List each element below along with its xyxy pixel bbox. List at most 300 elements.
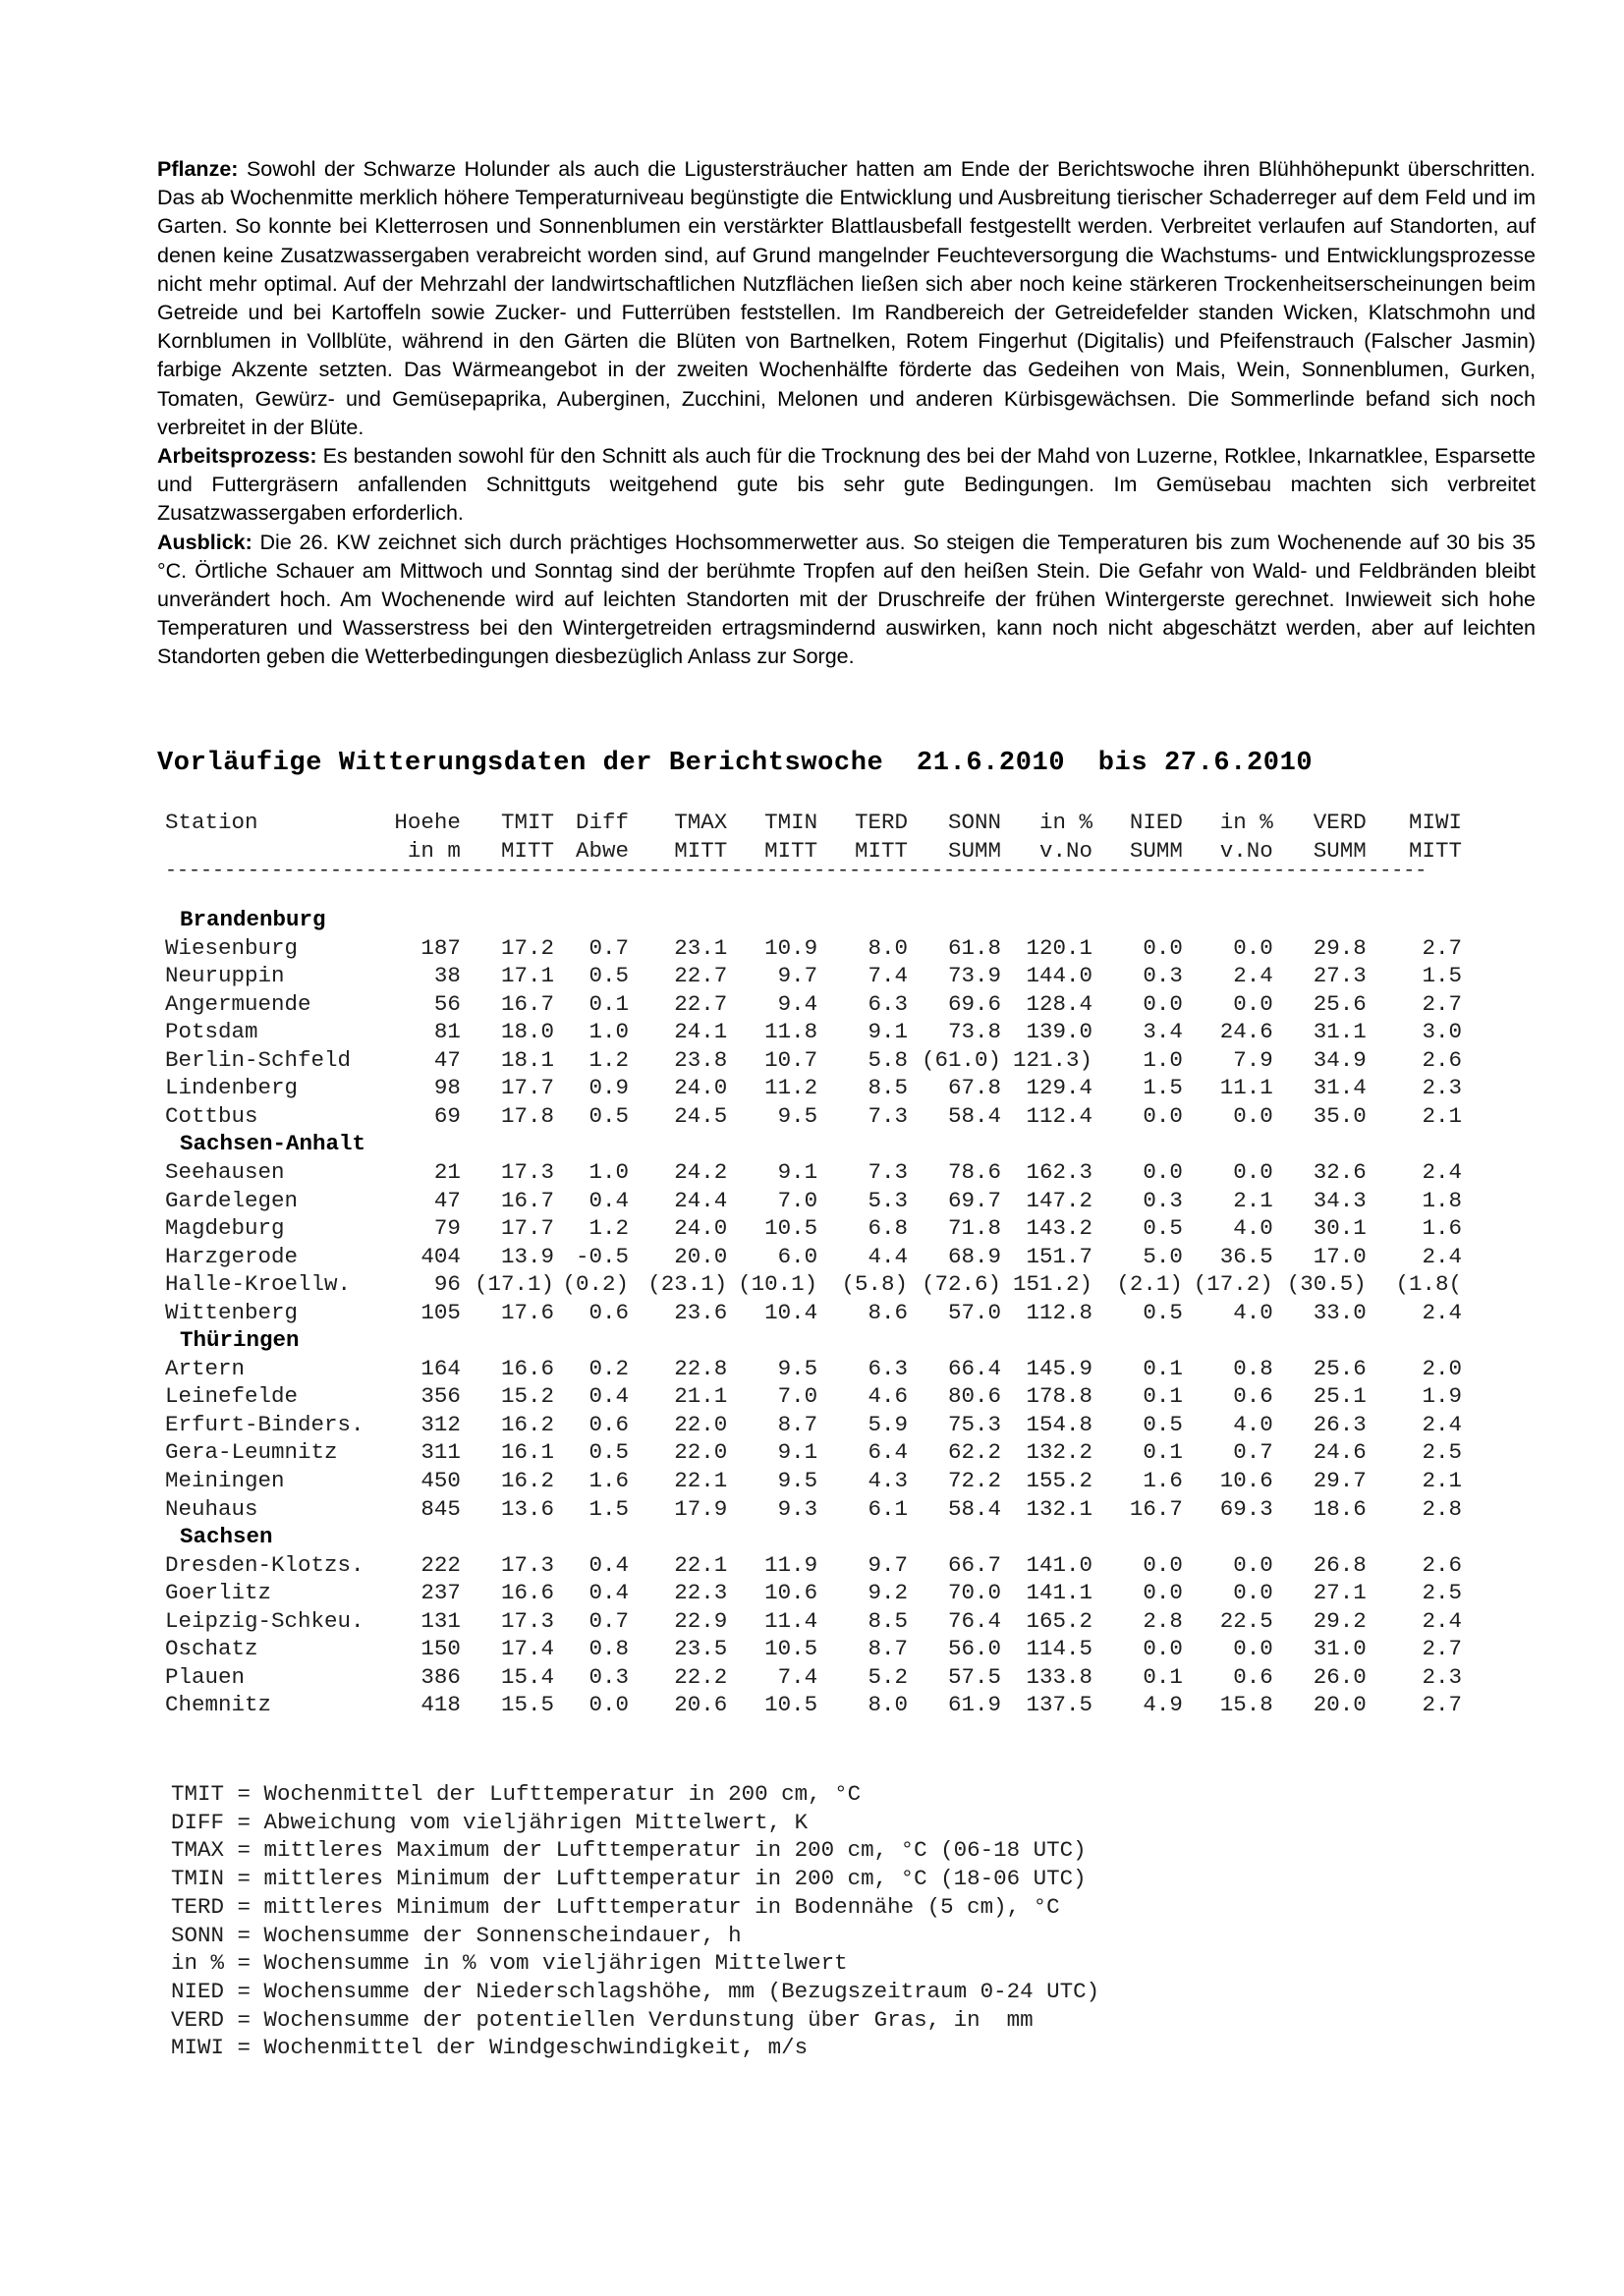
table-cell: 17.3 [500,1607,554,1634]
table-cell: 0.7 [588,1607,629,1634]
table-cell: 22.3 [674,1580,728,1606]
table-cell: 1.6 [1422,1215,1462,1242]
station-row [165,1102,1462,1131]
dash-separator: ----------------------------------------------------------------------------------------------------------- [165,865,1428,883]
column-header: v.No [1219,837,1273,864]
report-text [157,155,1536,672]
table-cell: 0.0 [1233,990,1273,1017]
table-cell: 4.0 [1233,1299,1273,1325]
table-cell: 0.4 [588,1580,629,1606]
station-name: Dresden-Klotzs. [165,1551,364,1578]
table-cell: 1.2 [588,1215,629,1242]
legend-line: TMAX = mittleres Maximum der Lufttemperatur in 200 cm, °C (06-18 UTC) [171,1837,1087,1864]
region-name: Thüringen [180,1327,300,1354]
station-row [165,1382,1462,1411]
table-cell: 2.7 [1422,1636,1462,1662]
table-cell: 0.5 [588,1439,629,1466]
table-cell: 17.1 [500,963,554,989]
table-cell: 17.6 [500,1299,554,1325]
table-cell: 386 [420,1663,461,1690]
station-name: Oschatz [165,1636,258,1662]
weather-table-title: Vorläufige Witterungsdaten der Berichtswoche 21.6.2010 bis 27.6.2010 [157,749,1314,778]
table-cell: 22.7 [674,990,728,1017]
table-cell: 16.7 [500,1187,554,1213]
column-header: Hoehe [394,810,461,835]
table-cell: 96 [433,1271,461,1298]
table-cell: 0.4 [588,1187,629,1213]
table-cell: (10.1) [738,1271,818,1298]
table-cell: 16.6 [500,1580,554,1606]
station-row [165,1579,1462,1607]
table-cell: 3.0 [1422,1019,1462,1045]
legend-line: SONN = Wochensumme der Sonnenscheindauer, h [171,1922,742,1948]
table-cell: 2.5 [1422,1580,1462,1606]
table-cell: 0.0 [1233,934,1273,961]
table-cell: 164 [420,1355,461,1381]
legend-line: MIWI = Wochenmittel der Windgeschwindigkeit, m/s [171,2035,809,2061]
column-header: Diff [575,810,629,835]
table-cell: 0.8 [588,1636,629,1662]
table-cell: 7.0 [777,1383,818,1410]
table-cell: 1.9 [1422,1383,1462,1410]
table-cell: 9.1 [777,1159,818,1186]
table-cell: 26.3 [1313,1411,1367,1437]
table-cell: 20.0 [674,1243,728,1269]
table-cell: 16.7 [1129,1495,1183,1522]
table-cell: 137.5 [1026,1692,1092,1718]
table-cell: 23.5 [674,1636,728,1662]
column-header: MITT [855,837,909,864]
table-cell: 0.0 [1143,1102,1183,1129]
region-row [165,1326,1462,1355]
table-cell: 2.1 [1422,1102,1462,1129]
table-cell: 36.5 [1219,1243,1273,1269]
table-cell: 222 [420,1551,461,1578]
station-row [165,1187,1462,1215]
table-cell: 61.8 [948,934,1002,961]
table-cell: 24.4 [674,1187,728,1213]
table-cell: 147.2 [1026,1187,1092,1213]
table-cell: 0.5 [1143,1215,1183,1242]
table-cell: 7.3 [868,1102,909,1129]
table-cell: (30.5) [1286,1271,1367,1298]
table-cell: 0.5 [1143,1299,1183,1325]
table-cell: 69.7 [948,1187,1002,1213]
station-name: Artern [165,1355,246,1381]
table-cell: 0.0 [1143,934,1183,961]
table-cell: 2.7 [1422,1692,1462,1718]
table-cell: 10.6 [1219,1468,1273,1494]
table-cell: 7.4 [777,1663,818,1690]
table-cell: 0.0 [1143,1159,1183,1186]
column-header: TMIN [764,810,818,835]
table-cell: (23.1) [647,1271,728,1298]
legend-line: TMIT = Wochenmittel der Lufttemperatur in 200 cm, °C [171,1781,862,1807]
table-cell: (0.2) [562,1271,629,1298]
table-cell: 25.6 [1313,990,1367,1017]
table-cell: 67.8 [948,1075,1002,1101]
station-row [165,1158,1462,1187]
legend-line: DIFF = Abweichung vom vieljährigen Mittelwert, K [171,1809,809,1835]
column-header: TERD [855,810,909,835]
table-cell: 69.6 [948,990,1002,1017]
station-name: Meiningen [165,1468,285,1494]
table-cell: 61.9 [948,1692,1002,1718]
station-row [165,1663,1462,1692]
table-cell: 2.6 [1422,1046,1462,1073]
table-cell: 4.3 [868,1468,909,1494]
table-cell: 16.7 [500,990,554,1017]
table-cell: 0.2 [588,1355,629,1381]
station-name: Neuhaus [165,1495,258,1522]
table-cell: 0.0 [1233,1580,1273,1606]
table-cell: 24.2 [674,1159,728,1186]
spacer-row [165,882,1462,906]
table-cell: 34.9 [1313,1046,1367,1073]
table-cell: 0.6 [1233,1383,1273,1410]
table-cell: 20.6 [674,1692,728,1718]
table-cell: 450 [420,1468,461,1494]
station-row [165,1635,1462,1663]
table-cell: 6.4 [868,1439,909,1466]
table-cell: 2.8 [1422,1495,1462,1522]
column-header: SUMM [1313,837,1367,864]
station-name: Erfurt-Binders. [165,1411,364,1437]
station-name: Neuruppin [165,963,285,989]
table-cell: 0.1 [1143,1663,1183,1690]
table-cell: 71.8 [948,1215,1002,1242]
table-cell: 133.8 [1026,1663,1092,1690]
table-cell: 18.0 [500,1019,554,1045]
table-cell: 10.5 [764,1215,818,1242]
table-cell: 356 [420,1383,461,1410]
table-cell: 22.9 [674,1607,728,1634]
abbreviation-legend [171,1780,1099,2062]
table-cell: 120.1 [1026,934,1092,961]
table-cell: 0.5 [588,1102,629,1129]
station-row [165,1299,1462,1327]
table-cell: 1.0 [588,1159,629,1186]
table-cell: 72.2 [948,1468,1002,1494]
table-cell: 11.1 [1219,1075,1273,1101]
table-cell: 10.5 [764,1692,818,1718]
table-cell: 76.4 [948,1607,1002,1634]
table-cell: 7.0 [777,1187,818,1213]
table-cell: 2.0 [1422,1355,1462,1381]
table-cell: 17.7 [500,1215,554,1242]
column-header [165,837,383,866]
table-cell: 69 [433,1102,461,1129]
dash-separator-row [165,865,1462,882]
table-cell: 15.5 [500,1692,554,1718]
table-cell: 155.2 [1026,1468,1092,1494]
table-cell: 10.7 [764,1046,818,1073]
table-cell: 0.5 [588,963,629,989]
table-cell: 6.8 [868,1215,909,1242]
table-cell: 16.2 [500,1468,554,1494]
table-cell: 0.6 [588,1299,629,1325]
station-name: Potsdam [165,1019,258,1045]
table-cell: 30.1 [1313,1215,1367,1242]
table-cell: 22.2 [674,1663,728,1690]
column-header: MITT [764,837,818,864]
table-cell: 23.6 [674,1299,728,1325]
table-cell: 10.4 [764,1299,818,1325]
table-cell: 29.2 [1313,1607,1367,1634]
station-row [165,962,1462,990]
table-cell: 128.4 [1026,990,1092,1017]
station-row [165,1074,1462,1102]
table-cell: 112.8 [1026,1299,1092,1325]
table-cell: 141.0 [1026,1551,1092,1578]
table-cell: 6.3 [868,1355,909,1381]
table-cell: 105 [420,1299,461,1325]
table-cell: 81 [433,1019,461,1045]
table-cell: 56.0 [948,1636,1002,1662]
column-header: Abwe [575,837,629,864]
table-cell: 17.9 [674,1495,728,1522]
table-cell: 114.5 [1026,1636,1092,1662]
legend-line: in % = Wochensumme in % vom vieljährigen Mittelwert [171,1950,848,1977]
table-cell: 22.1 [674,1468,728,1494]
table-cell: 17.8 [500,1102,554,1129]
table-cell: 2.4 [1233,963,1273,989]
table-cell: 2.4 [1422,1607,1462,1634]
table-cell: 2.3 [1422,1663,1462,1690]
table-cell: 0.9 [588,1075,629,1101]
table-cell: 98 [433,1075,461,1101]
column-header: v.No [1038,837,1092,864]
table-cell: 17.3 [500,1551,554,1578]
table-cell: 79 [433,1215,461,1242]
table-cell: 16.1 [500,1439,554,1466]
station-name: Gera-Leumnitz [165,1439,338,1466]
table-cell: 144.0 [1026,963,1092,989]
station-row [165,934,1462,963]
table-cell: 75.3 [948,1411,1002,1437]
region-row [165,1523,1462,1551]
table-cell: -0.5 [575,1243,629,1269]
table-cell: 1.6 [588,1468,629,1494]
table-cell: 150 [420,1636,461,1662]
column-header: in m [407,837,461,864]
station-row [165,990,1462,1019]
station-name: Cottbus [165,1102,258,1129]
table-cell: 131 [420,1607,461,1634]
table-cell: 8.7 [868,1636,909,1662]
table-cell: 31.0 [1313,1636,1367,1662]
table-cell: 0.0 [588,1692,629,1718]
spacer [165,882,1462,906]
station-row [165,1411,1462,1439]
column-header: SUMM [948,837,1002,864]
table-cell: 8.5 [868,1607,909,1634]
table-cell: 23.8 [674,1046,728,1073]
region-name: Brandenburg [180,907,326,933]
table-cell: 1.5 [1143,1075,1183,1101]
table-cell: 165.2 [1026,1607,1092,1634]
table-cell: 9.7 [777,963,818,989]
table-cell: 0.5 [1143,1411,1183,1437]
table-cell: 23.1 [674,934,728,961]
table-cell: 418 [420,1692,461,1718]
table-cell: 4.0 [1233,1215,1273,1242]
table-cell: 16.6 [500,1355,554,1381]
station-name: Wittenberg [165,1299,299,1325]
region-row [165,1130,1462,1158]
table-cell: 0.0 [1143,1580,1183,1606]
table-cell: 2.4 [1422,1159,1462,1186]
table-cell: 34.3 [1313,1187,1367,1213]
table-cell: 11.4 [764,1607,818,1634]
station-row [165,1214,1462,1243]
table-cell: 1.0 [588,1019,629,1045]
station-row [165,1438,1462,1467]
table-cell: 0.0 [1143,990,1183,1017]
table-cell: 0.1 [1143,1355,1183,1381]
table-cell: 78.6 [948,1159,1002,1186]
table-cell: 17.7 [500,1075,554,1101]
column-header: VERD [1313,810,1367,835]
station-name: Berlin-Schfeld [165,1046,352,1073]
table-cell: 1.2 [588,1046,629,1073]
table-cell: 9.5 [777,1102,818,1129]
table-cell: 26.8 [1313,1551,1367,1578]
table-cell: 9.1 [868,1019,909,1045]
table-cell: 32.6 [1313,1159,1367,1186]
table-cell: 2.8 [1143,1607,1183,1634]
table-cell: 24.5 [674,1102,728,1129]
table-cell: (17.1) [474,1271,554,1298]
table-cell: 121.3) [1012,1046,1092,1073]
station-row [165,1018,1462,1046]
table-cell: 8.5 [868,1075,909,1101]
table-cell: 7.9 [1233,1046,1273,1073]
table-cell: 0.0 [1233,1551,1273,1578]
table-cell: 5.3 [868,1187,909,1213]
table-cell: 17.0 [1313,1243,1367,1269]
station-name: Harzgerode [165,1243,299,1269]
station-row [165,1691,1462,1719]
pflanze-body: Sowohl der Schwarze Holunder als auch die Ligustersträucher hatten am Ende der Berichtswoche ihren Blühhöhepunkt überschritten. Das ab Wochenmitte merklich höhere Temperaturniveau begünstigte die Entwicklung und Ausbreitung tierischer Schaderreger auf dem Feld und im Garten. So konnte bei Kletterrosen und Sonnenblumen ein verstärkter Blattlausbefall festgestellt werden. Verbreitet verlaufen auf Standorten, auf denen keine Zusatzwassergaben verabreicht worden sind, auf Grund mangelnder Feuchteversorgung die Wachstums- und Entwicklungsprozesse nicht mehr optimal. Auf der Mehrzahl der landwirtschaftlichen Nutzflächen ließen sich aber noch keine stärkeren Trockenheitserscheinungen beim Getreide und bei Kartoffeln sowie Zucker- und Futterrüben feststellen. Im Randbereich der Getreidefelder standen Wicken, Klatschmohn und Kornblumen in Vollblüte, während in den Gärten die Blüten von Bartnelken, Rotem Fingerhut (Digitalis) und Pfeifenstrauch (Falscher Jasmin) farbige Akzente setzten. Das Wärmeangebot in der zweiten Wochenhälfte förderte das Gedeihen von Mais, Wein, Sonnenblumen, Gurken, Tomaten, Gewürz- und Gemüsepaprika, Auberginen, Zucchini, Melonen und anderen Kürbisgewächsen. Die Sommerlinde befand sich noch verbreitet in der Blüte. [157,157,1536,439]
legend-line: TMIN = mittleres Minimum der Lufttemperatur in 200 cm, °C (18-06 UTC) [171,1866,1087,1892]
table-cell: 10.6 [764,1580,818,1606]
column-header: NIED [1129,810,1183,835]
table-cell: 2.7 [1422,990,1462,1017]
table-cell: 9.5 [777,1355,818,1381]
table-cell: 25.6 [1313,1355,1367,1381]
table-cell: 5.9 [868,1411,909,1437]
table-cell: 29.7 [1313,1468,1367,1494]
table-cell: (61.0) [922,1046,1002,1073]
table-cell: 20.0 [1313,1692,1367,1718]
table-cell: 0.0 [1143,1551,1183,1578]
table-cell: 151.2) [1012,1271,1092,1298]
table-cell: 21.1 [674,1383,728,1410]
table-cell: 11.8 [764,1019,818,1045]
table-cell: 35.0 [1313,1102,1367,1129]
table-cell: 312 [420,1411,461,1437]
table-cell: 178.8 [1026,1383,1092,1410]
table-cell: 5.0 [1143,1243,1183,1269]
station-row [165,1551,1462,1580]
table-cell: 11.9 [764,1551,818,1578]
table-cell: (5.8) [841,1271,909,1298]
table-cell: 16.2 [500,1411,554,1437]
table-cell: 1.8 [1422,1187,1462,1213]
region-row [165,906,1462,934]
table-cell: 0.1 [1143,1439,1183,1466]
station-row [165,1495,1462,1524]
table-cell: 162.3 [1026,1159,1092,1186]
table-cell: 2.7 [1422,934,1462,961]
station-name: Goerlitz [165,1580,272,1606]
table-cell: 2.3 [1422,1075,1462,1101]
table-cell: 33.0 [1313,1299,1367,1325]
table-cell: 139.0 [1026,1019,1092,1045]
table-cell: 8.0 [868,934,909,961]
table-cell: 18.6 [1313,1495,1367,1522]
table-cell: 4.6 [868,1383,909,1410]
header-row [165,837,1462,866]
table-cell: 1.6 [1143,1468,1183,1494]
table-cell: 132.1 [1026,1495,1092,1522]
table-cell: 141.1 [1026,1580,1092,1606]
station-row [165,1467,1462,1495]
station-name: Plauen [165,1663,246,1690]
column-header: in % [1219,810,1273,835]
column-header: MITT [1408,837,1462,864]
table-cell: 15.8 [1219,1692,1273,1718]
table-cell: 145.9 [1026,1355,1092,1381]
table-cell: 66.7 [948,1551,1002,1578]
table-cell: 2.1 [1233,1187,1273,1213]
table-cell: 18.1 [500,1046,554,1073]
table-cell: 22.1 [674,1551,728,1578]
table-cell: 47 [433,1187,461,1213]
table-cell: 9.2 [868,1580,909,1606]
table-cell: 70.0 [948,1580,1002,1606]
table-cell: 21 [433,1159,461,1186]
table-cell: 0.6 [588,1411,629,1437]
table-cell: 112.4 [1026,1102,1092,1129]
table-cell: (2.1) [1116,1271,1183,1298]
arbeitsprozess-body: Es bestanden sowohl für den Schnitt als auch für die Trocknung des bei der Mahd von Luzerne, Rotklee, Inkarnatklee, Esparsette und Futtergräsern anfallenden Schnittguts weitgehend gute bis sehr gute Bedingungen. Im Gemüsebau machten sich verbreitet Zusatzwassergaben erforderlich. [157,444,1536,526]
header-row [165,809,1462,837]
table-cell: 845 [420,1495,461,1522]
table-cell: 15.4 [500,1663,554,1690]
station-name: Halle-Kroellw. [165,1271,352,1298]
table-cell: (72.6) [922,1271,1002,1298]
column-header: MIWI [1408,810,1462,835]
table-cell: 17.2 [500,934,554,961]
column-header: SONN [948,810,1002,835]
table-cell: 0.0 [1233,1159,1273,1186]
table-cell: 10.5 [764,1636,818,1662]
legend-line: TERD = mittleres Minimum der Lufttemperatur in Bodennähe (5 cm), °C [171,1893,1060,1920]
station-name: Lindenberg [165,1075,299,1101]
table-cell: 80.6 [948,1383,1002,1410]
table-cell: 9.4 [777,990,818,1017]
station-name: Chemnitz [165,1692,272,1718]
table-cell: 47 [433,1046,461,1073]
arbeitsprozess-label: Arbeitsprozess: [157,444,317,469]
table-cell: 62.2 [948,1439,1002,1466]
table-cell: 26.0 [1313,1663,1367,1690]
station-row [165,1243,1462,1271]
table-cell: 24.1 [674,1019,728,1045]
ausblick-label: Ausblick: [157,530,252,554]
